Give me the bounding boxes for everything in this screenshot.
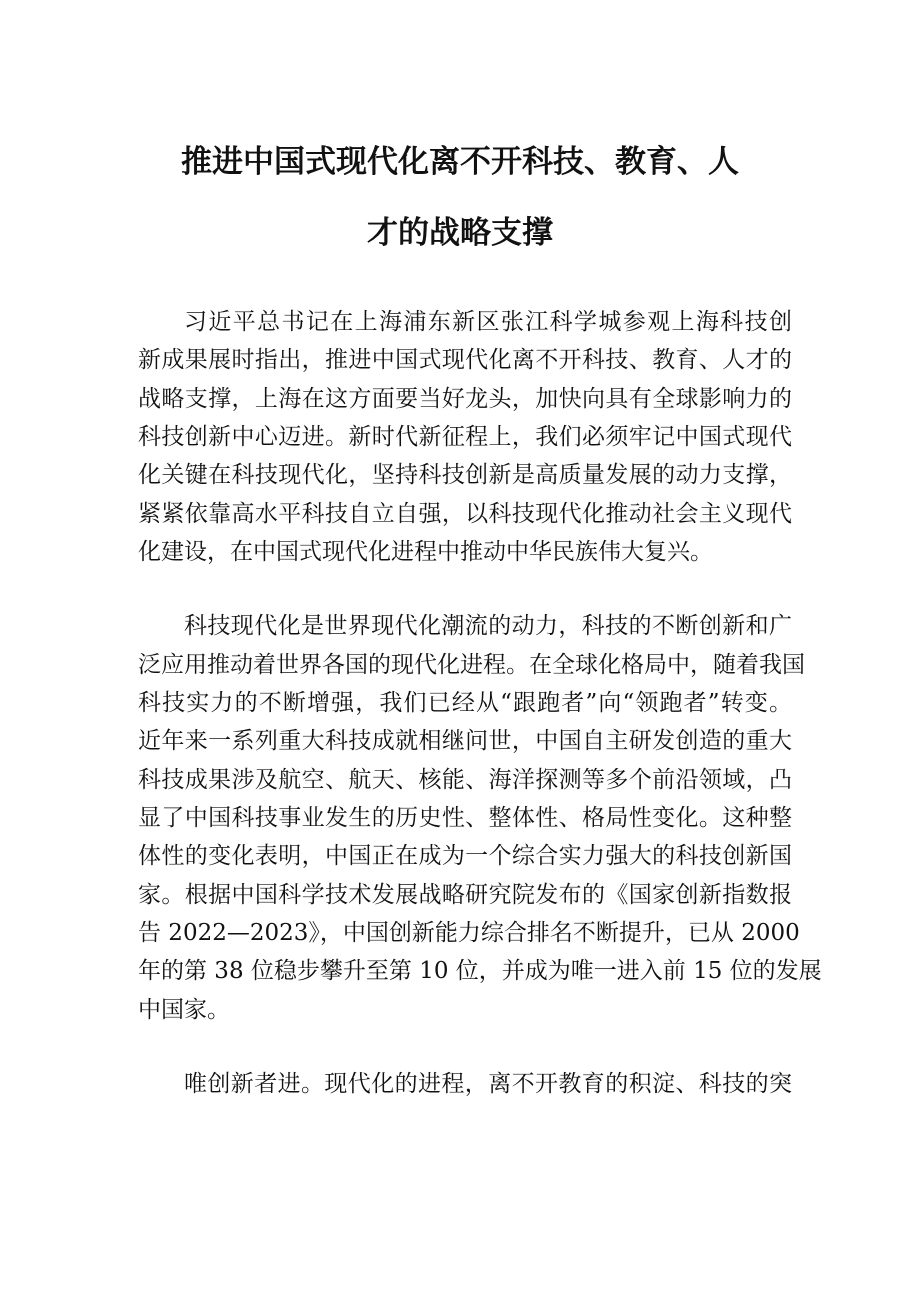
paragraph-2-line-1: 科技现代化是世界现代化潮流的动力，科技的不断创新和广 — [184, 613, 792, 639]
paragraph-3-line-1: 唯创新者进。现代化的进程，离不开教育的积淀、科技的突 — [184, 1071, 792, 1097]
paragraph-2-line-6: 显了中国科技事业发生的历史性、整体性、格局性变化。这种整 — [138, 805, 792, 831]
paragraph-1-line-7: 化建设，在中国式现代化进程中推动中华民族伟大复兴。 — [138, 539, 713, 565]
paragraph-1-line-2: 新成果展时指出，推进中国式现代化离不开科技、教育、人才的 — [138, 347, 792, 373]
document-title-line-1: 推进中国式现代化离不开科技、教育、人 — [181, 144, 739, 180]
paragraph-1-line-5: 化关键在科技现代化，坚持科技创新是高质量发展的动力支撑， — [138, 462, 792, 488]
paragraph-2-line-11: 中国家。 — [138, 997, 230, 1023]
paragraph-2-line-9: 告 2022—2023》，中国创新能力综合排名不断提升，已从 2000 — [138, 920, 800, 946]
paragraph-2-line-5: 科技成果涉及航空、航天、核能、海洋探测等多个前沿领域，凸 — [138, 767, 792, 793]
paragraph-2-line-8: 家。根据中国科学技术发展战略研究院发布的《国家创新指数报 — [138, 882, 792, 908]
paragraph-2-line-3: 科技实力的不断增强，我们已经从“跟跑者”向“领跑者”转变。 — [138, 690, 792, 716]
paragraph-1-line-4: 科技创新中心迈进。新时代新征程上，我们必须牢记中国式现代 — [138, 424, 792, 450]
paragraph-1-line-1: 习近平总书记在上海浦东新区张江科学城参观上海科技创 — [184, 309, 792, 335]
paragraph-2-line-10: 年的第 38 位稳步攀升至第 10 位，并成为唯一进入前 15 位的发展 — [138, 958, 822, 984]
paragraph-2-line-7: 体性的变化表明，中国正在成为一个综合实力强大的科技创新国 — [138, 843, 792, 869]
paragraph-1-line-3: 战略支撑，上海在这方面要当好龙头，加快向具有全球影响力的 — [138, 386, 792, 412]
paragraph-1-line-6: 紧紧依靠高水平科技自立自强，以科技现代化推动社会主义现代 — [138, 501, 792, 527]
document-title-line-2: 才的战略支撑 — [367, 215, 553, 251]
paragraph-2-line-2: 泛应用推动着世界各国的现代化进程。在全球化格局中，随着我国 — [138, 652, 805, 678]
paragraph-2-line-4: 近年来一系列重大科技成就相继问世，中国自主研发创造的重大 — [138, 728, 792, 754]
